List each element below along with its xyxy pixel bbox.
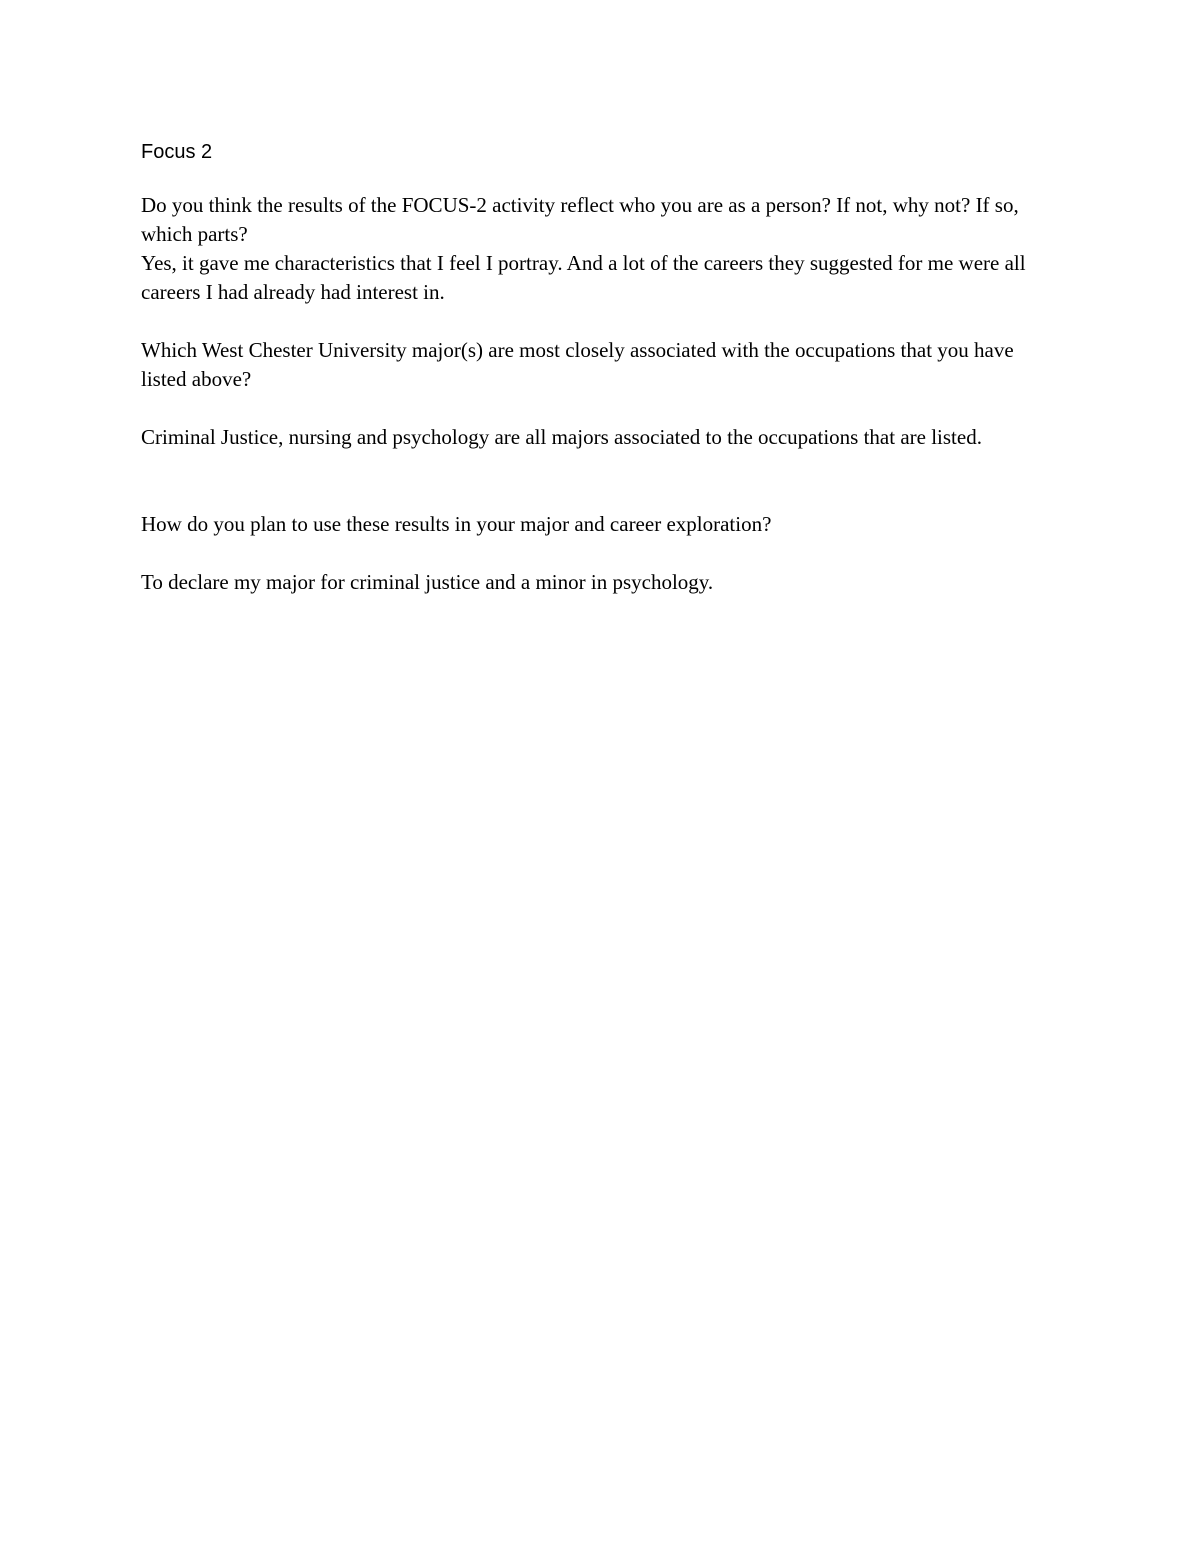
spacer	[141, 394, 1061, 423]
document-title: Focus 2	[141, 141, 213, 163]
spacer	[141, 452, 1061, 510]
document-body	[141, 138, 1061, 597]
spacer	[141, 539, 1061, 568]
answer-1: Yes, it gave me characteristics that I feel I portray. And a lot of the careers they suggested for me were all careers I had already had interest in.	[141, 251, 1026, 304]
question-2: Which West Chester University major(s) are most closely associated with the occupations that you have listed above?	[141, 338, 1014, 391]
answer-2: Criminal Justice, nursing and psychology are all majors associated to the occupations that are listed.	[141, 425, 982, 449]
question-1: Do you think the results of the FOCUS-2 activity reflect who you are as a person? If not, why not? If so, which parts?	[141, 193, 1019, 246]
spacer	[141, 307, 1061, 336]
question-3: How do you plan to use these results in your major and career exploration?	[141, 512, 772, 536]
answer-3: To declare my major for criminal justice and a minor in psychology.	[141, 570, 714, 594]
